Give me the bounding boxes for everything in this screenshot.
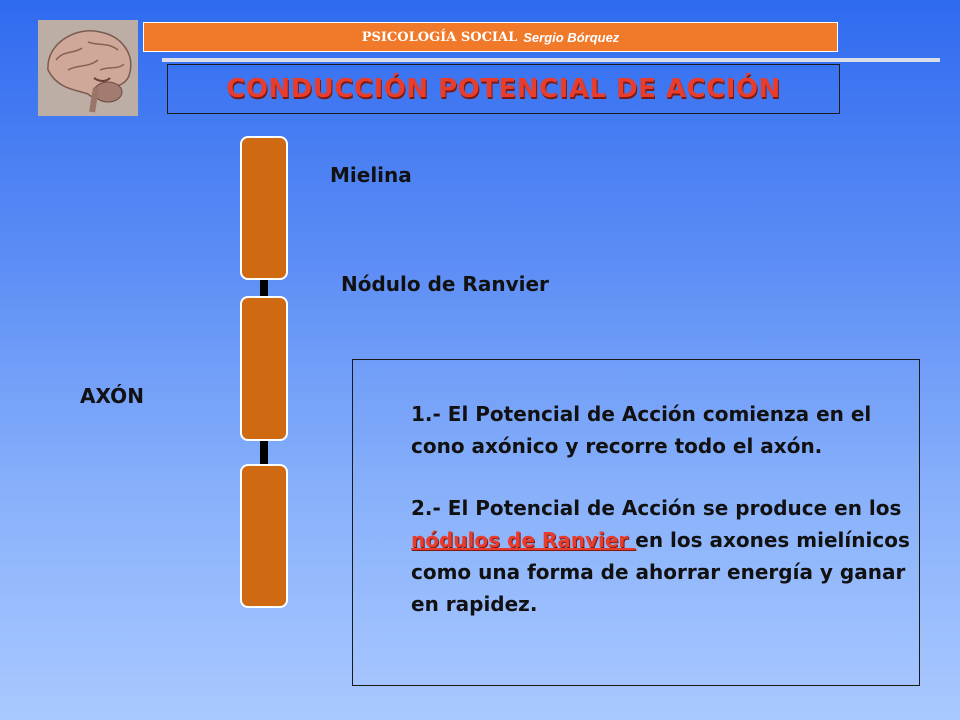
author-name: Sergio Bórquez (523, 29, 620, 45)
point-2-intro: 2.- El Potencial de Acción se produce en los (411, 496, 902, 520)
header-divider (162, 58, 940, 62)
myelin-segment (240, 464, 288, 608)
myelin-label: Mielina (330, 163, 412, 187)
title-box (167, 64, 840, 114)
point-1-text: 1.- El Potencial de Acción comienza en el cono axónico y recorre todo el axón. (411, 402, 872, 458)
node-of-ranvier-label: Nódulo de Ranvier (341, 272, 549, 296)
myelin-segment (240, 296, 288, 441)
nodes-of-ranvier-link[interactable]: nódulos de Ranvier (411, 528, 636, 552)
info-box (352, 359, 920, 686)
course-header-bar (143, 22, 838, 52)
course-name: PSICOLOGÍA SOCIAL (361, 29, 518, 45)
point-2-text (411, 492, 911, 620)
brain-image (38, 20, 138, 116)
myelin-segment (240, 136, 288, 280)
point-2-rest: en los axones mielínicos como una forma de ahorrar energía y ganar en rapidez. (411, 528, 910, 616)
slide-title: CONDUCCIÓN POTENCIAL DE ACCIÓN (226, 74, 781, 104)
axon-label: AXÓN (80, 384, 144, 408)
